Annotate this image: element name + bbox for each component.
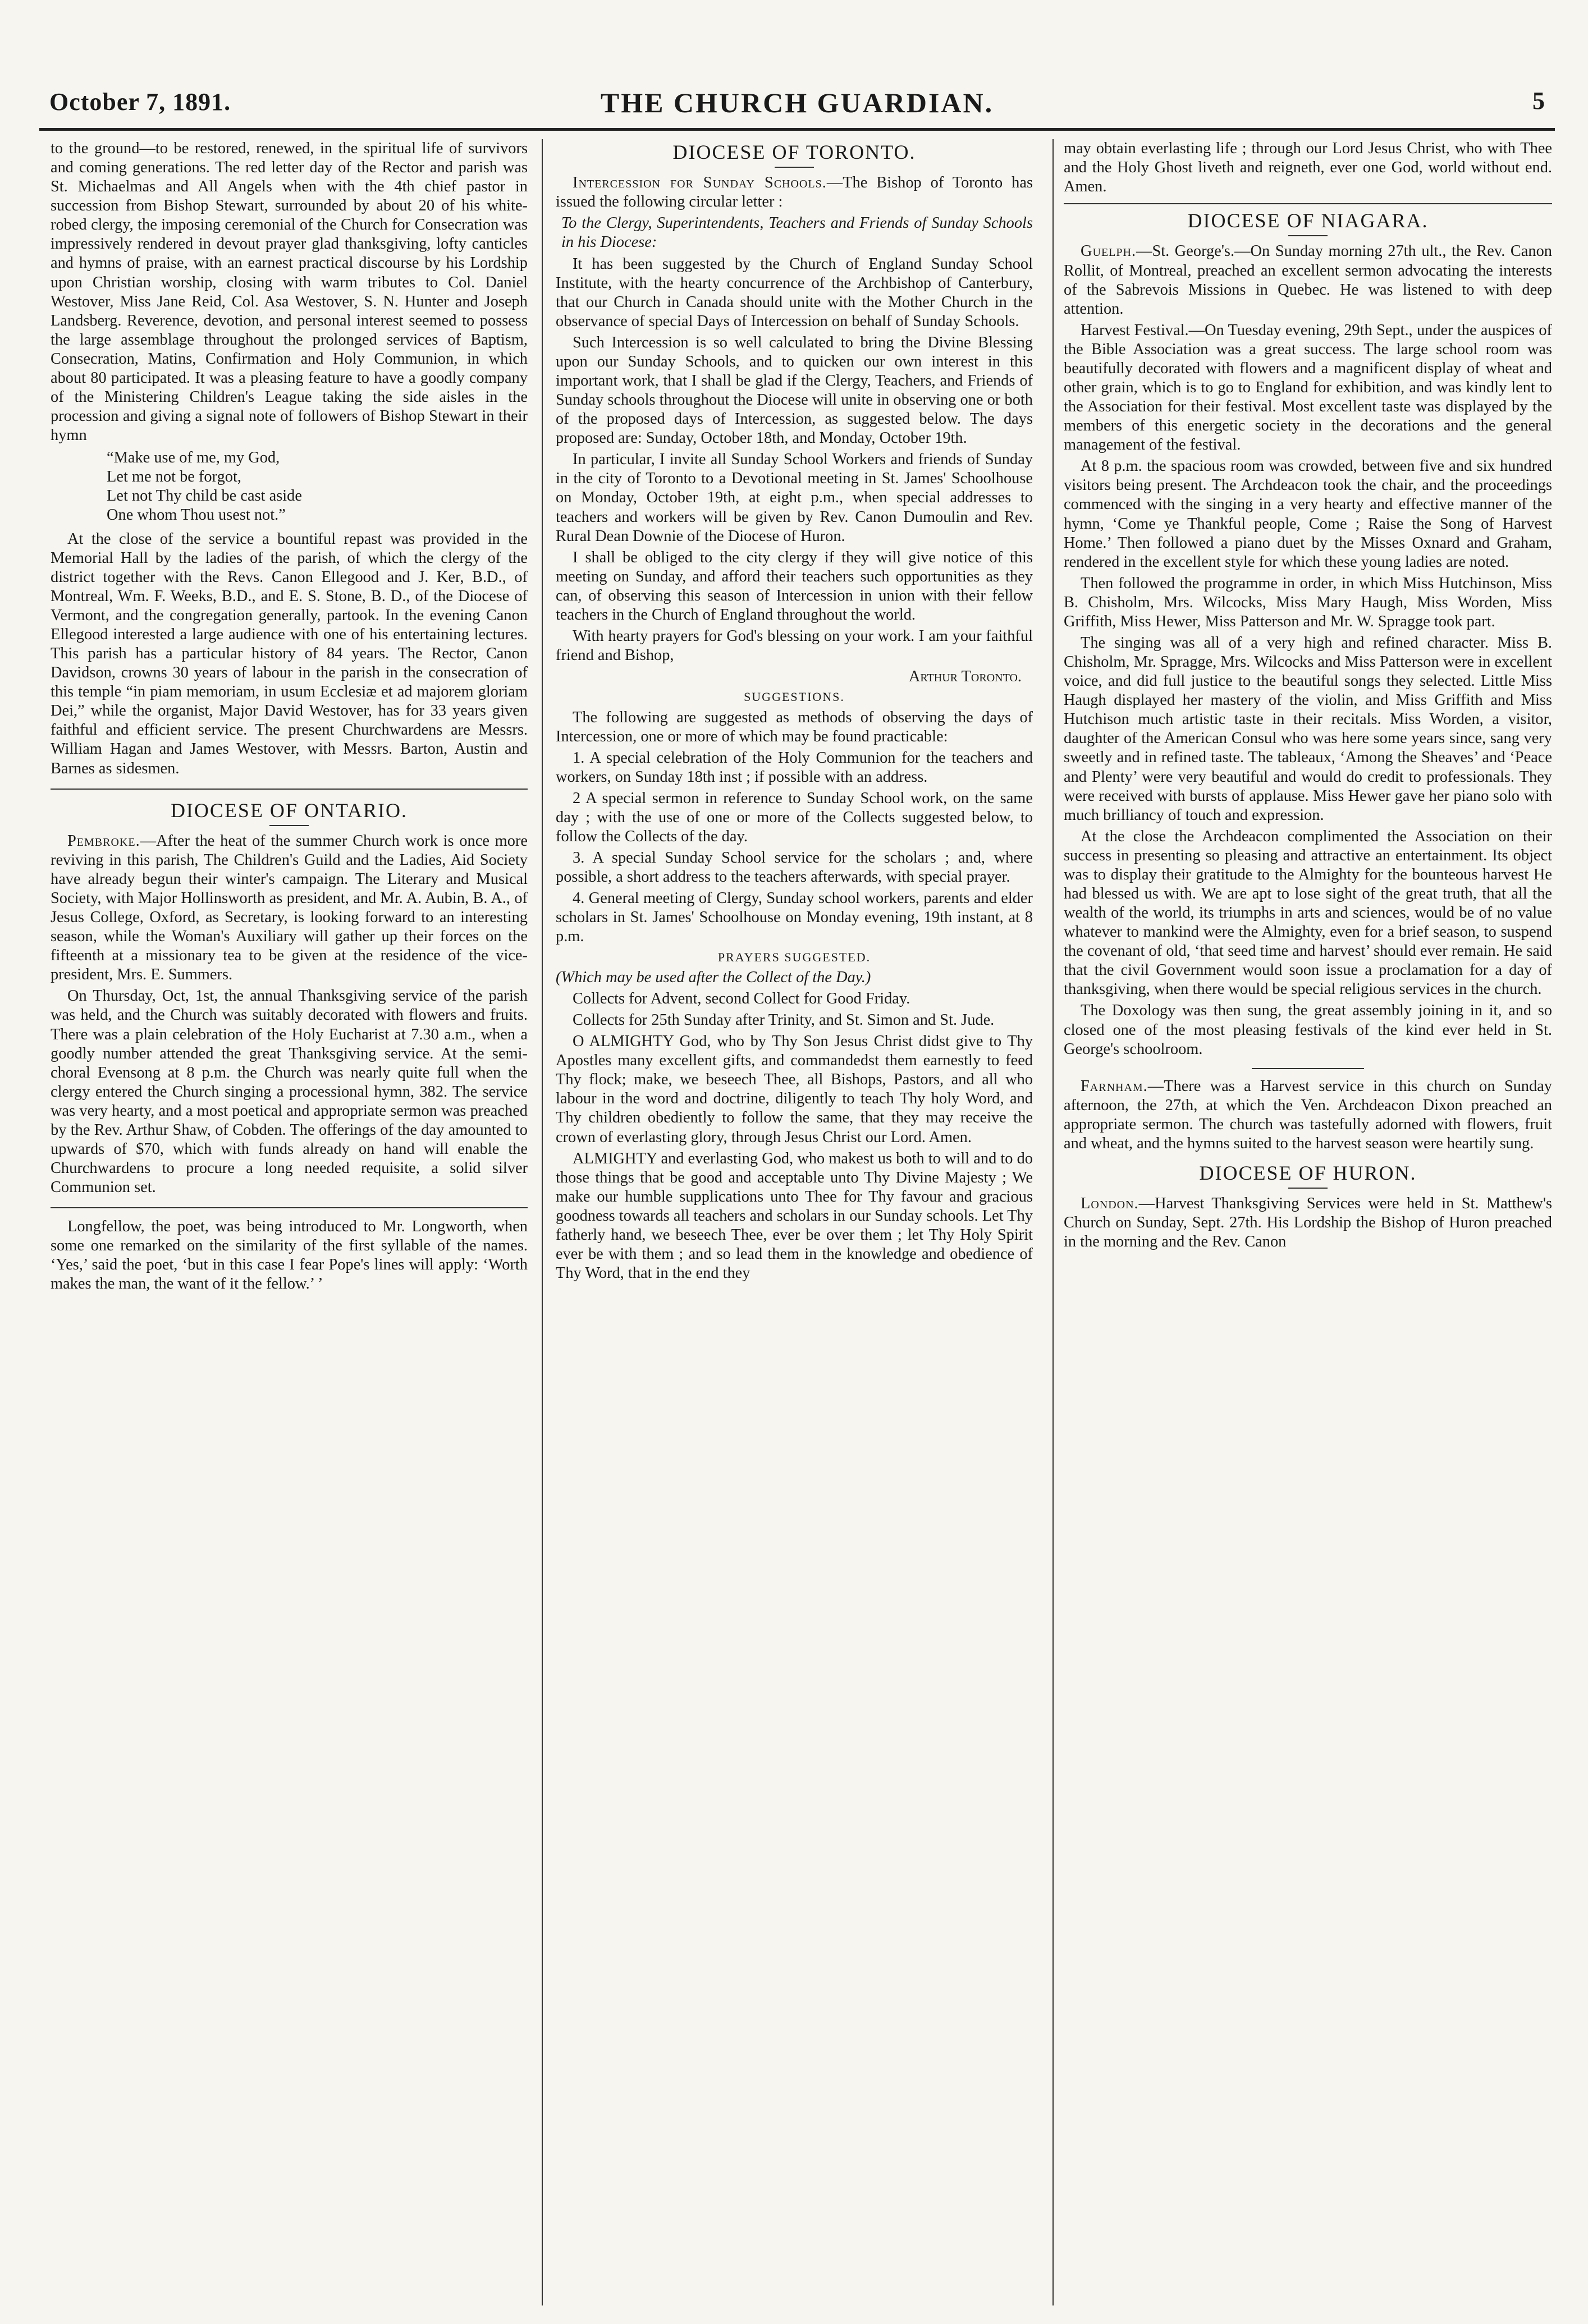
article-paragraph: With hearty prayers for God's blessing on your work. I am your faithful friend and Bishop, [556,627,1033,664]
address-line [561,214,1033,252]
anecdote-paragraph: Longfellow, the poet, was being introduced to Mr. Longworth, when some one remarked on the similarity of the first syllable of the names. ‘Yes,’ said the poet, ‘but in this case I fear Pope's lines will apply: ‘Worth makes the man, the want of it the fellow.’ ’ [51,1218,528,1293]
hymn-line: Let me not be forgot, [107,468,241,486]
heading-diocese-niagara: DIOCESE OF NIAGARA. [1187,209,1429,232]
article-paragraph: The following are suggested as methods of observing the days of Intercession, one or more of which may be found practicable: [556,708,1033,745]
heading-rule [1288,1188,1328,1189]
column-2 [556,139,1033,2305]
suggestion-item: 2 A special sermon in reference to Sunday School work, on the same day ; with the use of one or more of the Collects suggested below, to follow the Collects of the day. [556,789,1033,846]
article-paragraph: The Doxology was then sung, the great assembly joining in it, and so closed one of the most pleasing festivals of the kind ever held in St. George's schoolroom. [1064,1002,1552,1058]
paragraph-text: —There was a Harvest service in this church on Sunday afternoon, the 27th, at which the Ven. Archdeacon Dixon preached an appropriate sermon. The church was tastefully adorned with flowers, fruit and wheat, and the hymns suited to the harvest season were heartily sung. [1064,1077,1552,1152]
hymn-line: One whom Thou usest not.” [107,506,286,524]
article-paragraph [51,832,528,985]
heading-rule [1288,235,1328,236]
article-paragraph: Collects for Advent, second Collect for Good Friday. [573,990,910,1008]
newspaper-title: THE CHURCH GUARDIAN. [600,87,994,118]
place-lead: London. [1081,1195,1139,1213]
heading-rule [269,825,309,826]
article-paragraph: At the close of the service a bountiful repast was provided in the Memorial Hall by the ladies of the parish, of which the clergy of the district together with the Revs. Canon Ellegood and J. Ker, B.D., of Montreal, Wm. F. Weeks, B.D., and E. S. Stone, B. D., of the Diocese of Vermont, and the congregation generally, partook. In the evening Canon Ellegood interested a large audience with one of his entertaining lectures. This parish has a particular history of 84 years. The Rector, Canon Davidson, crowns 30 years of labour in the parish in the consecration of this temple “in piam memoriam, in usum Ecclesiæ et ad majorem gloriam Dei,” while the organist, Major David Westover, has for 33 years given faithful and efficient service. The present Churchwardens are Messrs. William Hagan and James Westover, with Messrs. Barton, Austin and Barnes as sidesmen. [51,530,528,777]
section-rule [51,1207,528,1208]
prayers-note-text: (Which may be used after the Collect of the Day.) [556,968,871,986]
hymn-verse [107,448,528,525]
article-paragraph: Harvest Festival.—On Tuesday evening, 29th Sept., under the auspices of the Bible Association was a great success. The large school room was beautifully decorated with flowers and a magnificent display of wheat and other grain, which is to go to England for exhibition, and was kindly lent to the Association for their festival. Most excellent taste was displayed by the members of this energetic society in the decorations and the general management of the festival. [1064,321,1552,454]
hymn-line: Let not Thy child be cast aside [107,487,302,505]
column-1 [51,139,528,2305]
issue-date: October 7, 1891. [49,88,231,116]
paragraph-text: —The Bishop of Toronto has issued the following circular letter : [556,174,1033,211]
article-paragraph [1064,1077,1552,1153]
suggestion-item: 1. A special celebration of the Holy Communion for the teachers and workers, on Sunday 18th inst ; if possible with an address. [556,749,1033,786]
suggestion-item: 3. A special Sunday School service for the scholars ; and, where possible, a short address to the teachers afterwards, with special prayer. [556,849,1033,886]
address-text: To the Clergy, Superintendents, Teachers and Friends of Sunday Schools in his Diocese: [561,214,1033,251]
section-rule [1064,203,1552,204]
article-paragraph: Then followed the programme in order, in which Miss Hutchinson, Miss B. Chisholm, Mrs. Wilcocks, Miss Mary Haugh, Miss Worden, Miss Griffith, Miss Hewer, Miss Patterson and Mr. W. Spragge took part. [1064,574,1552,630]
header-rule [39,128,1555,131]
place-lead: Guelph. [1081,242,1137,260]
article-paragraph: At 8 p.m. the spacious room was crowded, between five and six hundred visitors being present. The Archdeacon took the chair, and the proceedings commenced with the singing in a very hearty and effective manner of the hymn, ‘Come ye Thankful people, Come ; Raise the Song of Harvest Home.’ Then followed a piano duet by the Misses Oxnard and Graham, rendered in the excellent style for which these young ladies are noted. [1064,457,1552,571]
heading-diocese-huron: DIOCESE OF HURON. [1199,1162,1417,1185]
prayer-paragraph: O ALMIGHTY God, who by Thy Son Jesus Christ didst give to Thy Apostles many excellent gifts, and commandedst them earnestly to feed Thy flock; make, we beseech Thee, all Bishops, Pastors, and all who labour in the word and doctrine, diligently to teach Thy holy Word, and Thy children obediently to follow the same, that they may receive the crown of everlasting glory, through Jesus Christ our Lord. Amen. [556,1033,1033,1146]
article-paragraph [1064,1194,1552,1252]
article-paragraph: At the close the Archdeacon complimented the Association on their success in presenting so pleasing and attractive an entertainment. Its object was to display their gratitude to the Almighty for the bounteous harvest He had blessed us with. We are apt to lose sight of the great truth, that all the wealth of the world, its triumphs in arts and sciences, would be of no value whatever to mankind were the Almighty, even for a brief season, to suspend the covenant of old, ‘that seed time and harvest’ should ever remain. He said that the civil Government would soon issue a proclamation for a day of thanksgiving, when there would be special religious services in the church. [1064,827,1552,998]
section-rule [51,789,528,790]
prayers-note [556,968,1033,987]
article-paragraph: may obtain everlasting life ; through our Lord Jesus Christ, who with Thee and the Holy Ghost liveth and reigneth, ever one God, world without end. Amen. [1064,140,1552,196]
heading-rule [775,167,814,168]
prayer-paragraph: ALMIGHTY and everlasting God, who makest us both to will and to do those things that be good and acceptable unto Thy Divine Majesty ; We make our humble supplications unto Thee for Thy favour and gracious goodness towards all teachers and scholars in our Sunday schools. Let Thy fatherly hand, we beseech Thee, ever be over them ; let Thy Holy Spirit ever be with them ; and so lead them in the knowledge and obedience of Thy Word, that in the end they [556,1149,1033,1282]
bishop-signature: Arthur Toronto. [908,668,1022,686]
column-3 [1064,139,1552,2305]
suggestion-item: 4. General meeting of Clergy, Sunday school workers, parents and elder scholars in St. James' Schoolhouse on Monday evening, 19th instant, at 8 p.m. [556,890,1033,946]
heading-diocese-toronto: DIOCESE OF TORONTO. [672,141,916,163]
article-paragraph: to the ground—to be restored, renewed, in the spiritual life of survivors and coming generations. The red letter day of the Rector and parish was St. Michaelmas and All Angels when with the 4th chief pastor in succession from Bishop Stewart, surrounded by about 20 of his white-robed clergy, the imposing ceremonial of the Church for Consecration was impressively rendered in devout prayer glad thanksgiving, lofty canticles and hymns of praise, with an earnest practical discourse by his Lordship upon Christian worship, closing with warm tributes to Col. Daniel Westover, Miss Jane Reid, Col. Asa Westover, S. N. Hunter and Joseph Landsberg. Reverence, devotion, and personal interest seemed to possess the large assemblage throughout the prolonged services of Baptism, Consecration, Matins, Confirmation and Holy Communion, in which about 80 participated. It was a pleasing feature to have a goodly company of the Ministering Children's League taking the side aisles in the procession and giving a signal note of followers of Bishop Stewart in their hymn [51,140,528,444]
section-rule [1252,1068,1364,1069]
page-number: 5 [1532,87,1545,114]
place-lead: Farnham. [1081,1077,1148,1095]
article-paragraph [556,173,1033,212]
hymn-line: “Make use of me, my God, [107,449,280,467]
article-paragraph: I shall be obliged to the city clergy if they will give notice of this meeting on Sunday, and afford their teachers such opportunities as they can, of observing this season of Intercession in union with their fellow teachers in the Church of England throughout the world. [556,548,1033,624]
article-paragraph: Collects for 25th Sunday after Trinity, and St. Simon and St. Jude. [573,1011,995,1029]
article-paragraph: On Thursday, Oct, 1st, the annual Thanksgiving service of the parish was held, and the Church was suitably decorated with flowers and fruits. There was a plain celebration of the Holy Eucharist at 7.30 a.m., when a goodly number attended the great Thanksgiving service. At the semi-choral Evensong at 8 p.m. the Church was nearly quite full when the clergy entered the Church singing a processional hymn, 382. The service was very hearty, and a most poetical and appropriate sermon was preached by the Rev. Arthur Shaw, of Cobden. The offerings of the day amounted to upwards of $70, which with funds already on hand will enable the Churchwardens to procure a long needed requisite, a solid silver Communion set. [51,987,528,1197]
paragraph-text: —After the heat of the summer Church work is once more reviving in this parish, The Children's Guild and the Ladies, Aid Society have already begun their winter's campaign. The Literary and Musical Society, with Major Hollinsworth as president, and Mr. A. Aubin, B. A., of Jesus College, Oxford, as Secretary, is looking forward to an interesting season, while the Woman's Auxiliary will gather up their forces on the fifteenth at a missionary tea to be given at the residence of the vice-president, Mrs. E. Summers. [51,832,528,984]
article-paragraph: It has been suggested by the Church of England Sunday School Institute, with the hearty concurrence of the Archbishop of Canterbury, that our Church in Canada should unite with the Mother Church in the observance of special Days of Intercession on behalf of Sunday Schools. [556,255,1033,330]
paragraph-text: —St. George's.—On Sunday morning 27th ult., the Rev. Canon Rollit, of Montreal, preached an excellent sermon advocating the interests of the Sabrevois Missions in Quebec. He was listened to with deep attention. [1064,242,1552,318]
article-paragraph: The singing was all of a very high and refined character. Miss B. Chisholm, Mr. Spragge, Mrs. Wilcocks and Miss Patterson were in excellent voice, and did full justice to the beautiful songs they selected. Little Miss Haugh displayed her mastery of the violin, and Miss Griffith and Miss Hutchison much artistic taste in their recitals. Miss Worden, a visitor, daughter of the American Consul who was here some years since, sang very sweetly and in refined taste. The tableaux, ‘Among the Sheaves’ and ‘Peace and Plenty’ were very beautiful and would do credit to professionals. They were received with bursts of applause. Miss Hewer gave her piano solo with much brilliancy of touch and expression. [1064,634,1552,824]
column-divider-2 [1052,139,1054,2305]
column-divider-1 [542,139,543,2305]
section-lead: Intercession for Sunday Schools. [573,174,827,192]
place-lead: Pembroke. [67,832,140,850]
article-paragraph [1064,242,1552,318]
subheading-suggestions: SUGGESTIONS. [744,690,845,704]
heading-diocese-ontario: DIOCESE OF ONTARIO. [170,799,408,822]
article-paragraph: In particular, I invite all Sunday School Workers and friends of Sunday in the city of Toronto to a Devotional meeting in St. James' Schoolhouse on Monday, October 19th, at eight p.m., when special addresses to teachers and workers will be given by Rev. Canon Dumoulin and Rev. Rural Dean Downie of the Diocese of Huron. [556,451,1033,545]
article-paragraph: Such Intercession is so well calculated to bring the Divine Blessing upon our Sunday Schools, and to quicken our own interest in this important work, that I shall be glad if the Clergy, Teachers, and Friends of Sunday schools throughout the Diocese will unite in observing one or both of the proposed days of Intercession, as suggested below. The days proposed are: Sunday, October 18th, and Monday, October 19th. [556,333,1033,447]
paragraph-text: —Harvest Thanksgiving Services were held in St. Matthew's Church on Sunday, Sept. 27th. His Lordship the Bishop of Huron preached in the morning and the Rev. Canon [1064,1195,1552,1251]
subheading-prayers: PRAYERS SUGGESTED. [717,950,871,964]
masthead [39,84,1555,123]
